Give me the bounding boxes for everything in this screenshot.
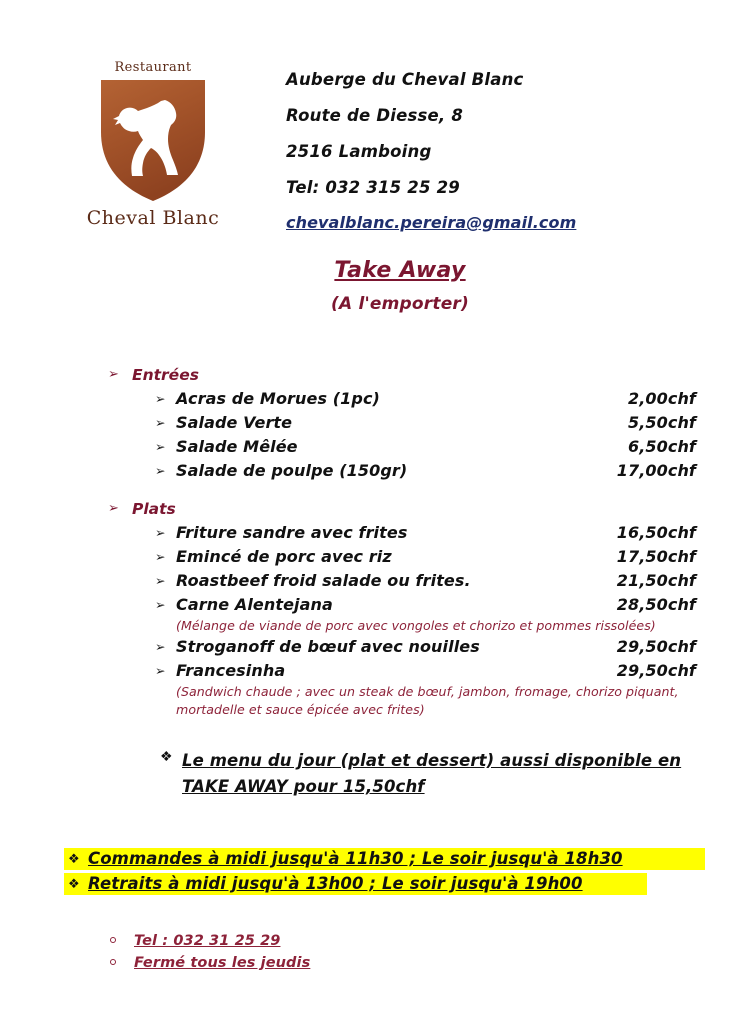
section-heading-entrees (0, 363, 735, 387)
item-price: 28,50chf (616, 595, 696, 614)
arrow-bullet-icon: ➢ (155, 549, 166, 564)
arrow-bullet-icon: ➢ (155, 639, 166, 654)
menu-item (0, 387, 735, 411)
page-title: Take Away (334, 258, 466, 283)
menu-item (0, 459, 735, 483)
item-price: 29,50chf (616, 661, 696, 680)
menu-du-jour-block (0, 748, 735, 800)
item-description: (Sandwich chaude ; avec un steak de bœuf, jambon, fromage, chorizo piquant, mortadelle et sauce épicée avec frites) (176, 684, 679, 717)
email-link[interactable]: chevalblanc.pereira@gmail.com (286, 213, 577, 232)
arrow-bullet-icon: ➢ (155, 597, 166, 612)
menu-item (0, 659, 735, 683)
restaurant-name: Auberge du Cheval Blanc (286, 70, 524, 89)
logo-top-label: Restaurant (114, 60, 192, 75)
shield-with-rearing-horse-icon (97, 76, 209, 204)
arrow-bullet-icon: ➢ (155, 391, 166, 406)
opening-hours-highlight (64, 846, 712, 896)
arrow-bullet-icon: ➢ (155, 525, 166, 540)
item-price: 16,50chf (616, 523, 696, 542)
arrow-bullet-icon: ➢ (155, 573, 166, 588)
diamond-bullet-icon: ❖ (68, 876, 80, 891)
menu-item (0, 593, 735, 617)
item-description: (Mélange de viande de porc avec vongoles et chorizo et pommes rissolées) (176, 618, 656, 633)
item-name: Emincé de porc avec riz (176, 547, 392, 566)
section-heading-plats (0, 497, 735, 521)
section-heading-label: Plats (132, 500, 176, 518)
document-footer (0, 930, 735, 974)
item-price: 17,00chf (616, 461, 696, 480)
arrow-bullet-icon: ➢ (155, 663, 166, 678)
arrow-bullet-icon: ➢ (108, 501, 119, 516)
section-heading-label: Entrées (132, 366, 199, 384)
diamond-bullet-icon: ❖ (68, 851, 80, 866)
footer-phone: Tel : 032 31 25 29 (134, 933, 281, 949)
diamond-bullet-icon: ❖ (160, 750, 173, 765)
menu-sections (0, 363, 735, 719)
menu-item (0, 521, 735, 545)
page-title-block (240, 258, 560, 314)
item-name: Carne Alentejana (176, 595, 333, 614)
menu-section-entrees (0, 363, 735, 483)
menu-item (0, 569, 735, 593)
menu-item (0, 635, 735, 659)
pickup-hours-text: Retraits à midi jusqu'à 13h00 ; Le soir jusqu'à 19h00 (88, 874, 583, 893)
street-address: Route de Diesse, 8 (286, 106, 464, 125)
footer-row (0, 952, 735, 974)
arrow-bullet-icon: ➢ (155, 463, 166, 478)
restaurant-logo (78, 60, 228, 229)
item-name: Salade Verte (176, 413, 293, 432)
arrow-bullet-icon: ➢ (108, 367, 119, 382)
item-price: 29,50chf (616, 637, 696, 656)
item-price: 6,50chf (627, 437, 696, 456)
hours-row (64, 846, 712, 871)
menu-section-plats (0, 497, 735, 719)
item-name: Salade Mêlée (176, 437, 298, 456)
item-name: Salade de poulpe (150gr) (176, 461, 408, 480)
section-spacer (0, 483, 735, 497)
circle-bullet-icon (110, 959, 116, 965)
page-subtitle: (A l'emporter) (331, 294, 469, 314)
logo-bottom-label: Cheval Blanc (86, 207, 220, 229)
contact-block (286, 62, 706, 240)
menu-item (0, 545, 735, 569)
menu-item (0, 435, 735, 459)
item-name: Roastbeef froid salade ou frites. (176, 571, 471, 590)
document-header (0, 50, 735, 265)
item-name: Acras de Morues (1pc) (176, 389, 380, 408)
arrow-bullet-icon: ➢ (155, 439, 166, 454)
circle-bullet-icon (110, 937, 116, 943)
item-name: Francesinha (176, 661, 286, 680)
item-price: 21,50chf (616, 571, 696, 590)
city-address: 2516 Lamboing (286, 142, 432, 161)
arrow-bullet-icon: ➢ (155, 415, 166, 430)
phone-number: Tel: 032 315 25 29 (286, 178, 460, 197)
orders-hours-text: Commandes à midi jusqu'à 11h30 ; Le soir jusqu'à 18h30 (88, 849, 623, 868)
item-price: 2,00chf (627, 389, 696, 408)
menu-du-jour-line-1: Le menu du jour (plat et dessert) aussi disponible en (182, 751, 682, 770)
item-price: 5,50chf (627, 413, 696, 432)
footer-closing-day: Fermé tous les jeudis (134, 955, 311, 971)
item-name: Friture sandre avec frites (176, 523, 408, 542)
item-name: Stroganoff de bœuf avec nouilles (176, 637, 480, 656)
item-price: 17,50chf (616, 547, 696, 566)
footer-row (0, 930, 735, 952)
menu-du-jour-line-2: TAKE AWAY pour 15,50chf (182, 777, 425, 796)
hours-row (64, 871, 712, 896)
menu-item (0, 411, 735, 435)
